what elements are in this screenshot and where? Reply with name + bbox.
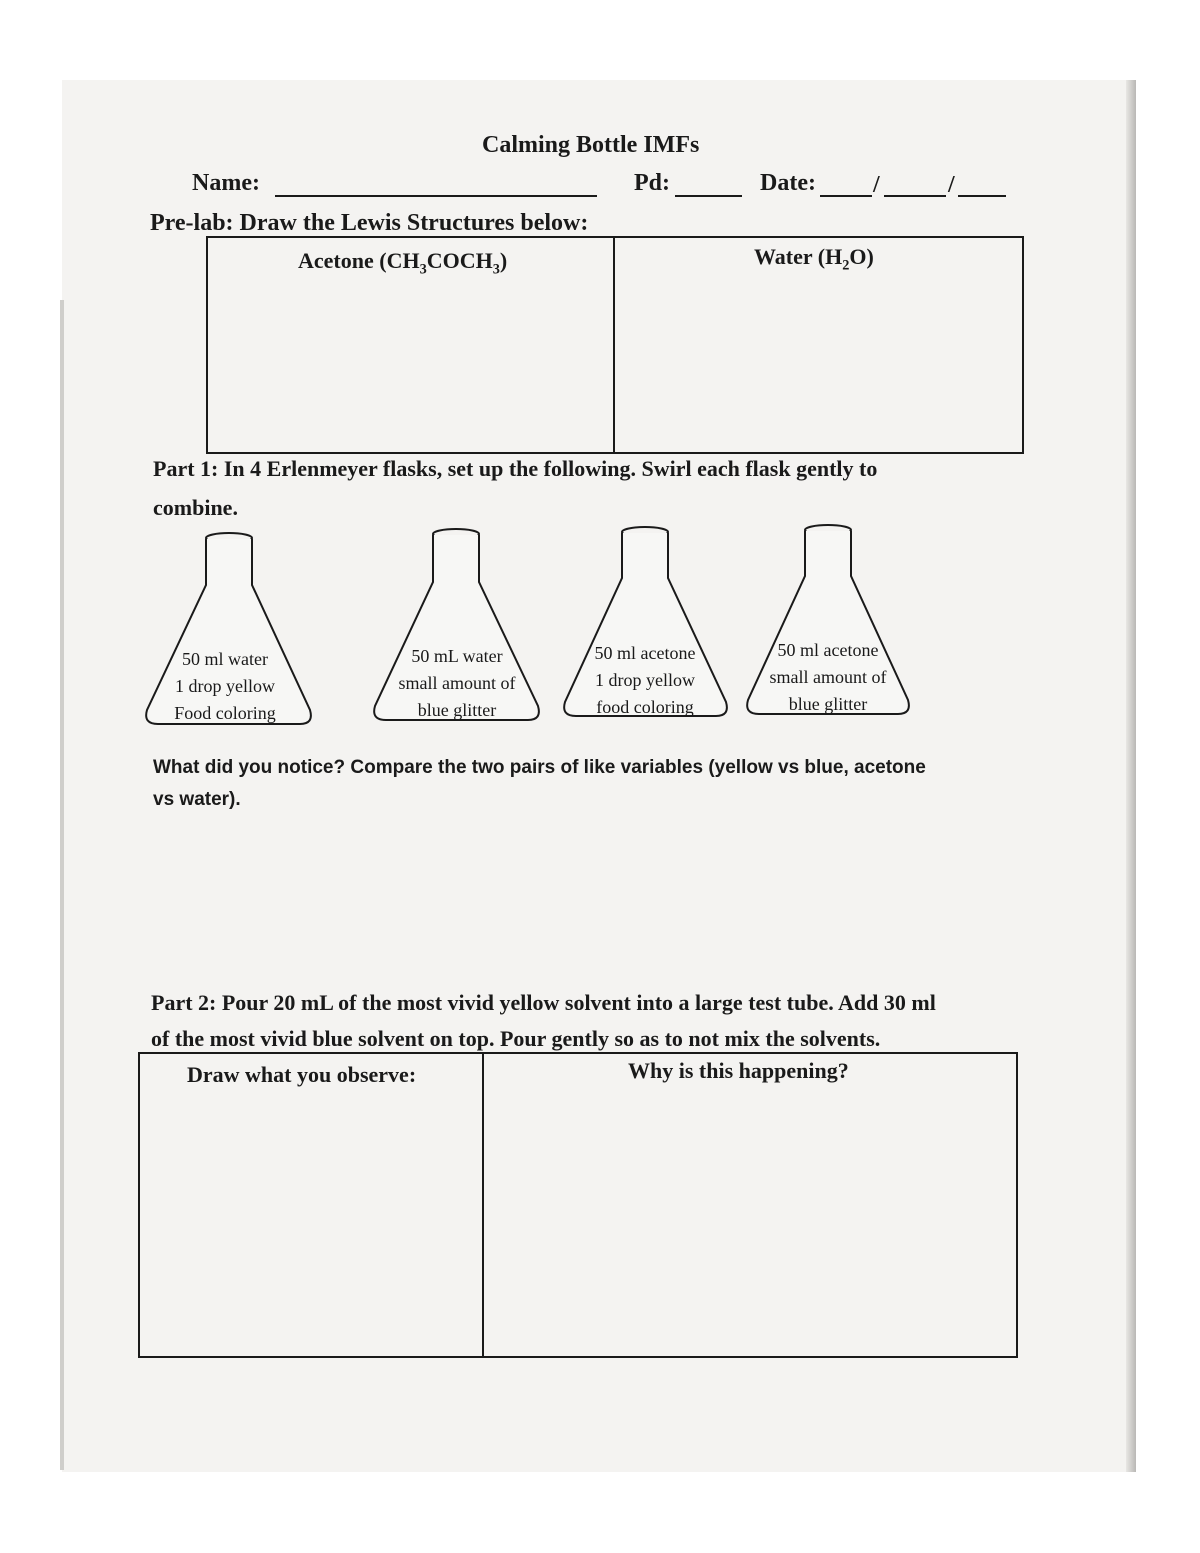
prelab-heading: Pre-lab: Draw the Lewis Structures below:: [150, 210, 589, 236]
worksheet-title: Calming Bottle IMFs: [482, 132, 700, 158]
water-drawing-area[interactable]: [618, 280, 1020, 445]
why-happening-header: Why is this happening?: [628, 1058, 849, 1083]
draw-observe-area[interactable]: [142, 1095, 478, 1353]
water-header: Water $(H_2O)$: [754, 244, 874, 274]
flask1-label: 50 ml water 1 drop yellow Food coloring: [174, 649, 276, 723]
acetone-header: Acetone $(CH_3COCH_3)$: [298, 248, 508, 278]
part1-instruction-line1: Part 1: In 4 Erlenmeyer flasks, set up the following. Swirl each flask gently to: [153, 456, 878, 481]
date-separator: /: [873, 172, 880, 198]
part2-instruction-line2: of the most vivid blue solvent on top. Pour gently so as to not mix the solvents.: [151, 1026, 881, 1051]
date-day-line[interactable]: [884, 195, 946, 197]
why-happening-area[interactable]: [488, 1095, 1014, 1353]
part1-answer-area[interactable]: [150, 820, 1020, 980]
part2-instruction-line1: Part 2: Pour 20 mL of the most vivid yellow solvent into a large test tube. Add 30 ml: [151, 990, 936, 1015]
date-separator: /: [948, 172, 955, 198]
table-divider: [482, 1053, 484, 1357]
part1-instruction-line2: combine.: [153, 495, 238, 520]
period-field-line[interactable]: [675, 195, 742, 197]
flask2-label: 50 mL water small amount of blue glitter: [398, 646, 516, 720]
flask4-label: 50 ml acetone small amount of blue glitter: [769, 640, 887, 714]
part1-question-line1: What did you notice? Compare the two pairs of like variables (yellow vs blue, acetone: [153, 757, 926, 778]
part1-question-line2: vs water).: [153, 789, 241, 810]
draw-observe-header: Draw what you observe:: [187, 1062, 417, 1087]
name-field-line[interactable]: [275, 195, 597, 197]
table-divider: [613, 237, 615, 453]
date-month-line[interactable]: [820, 195, 872, 197]
period-label: Pd:: [634, 170, 670, 196]
date-year-line[interactable]: [958, 195, 1006, 197]
name-label: Name:: [192, 170, 260, 196]
page-edge-shadow: [1126, 80, 1136, 1472]
date-label: Date:: [760, 170, 816, 196]
page-edge-left: [60, 300, 64, 1470]
flask3-label: 50 ml acetone 1 drop yellow food coloring: [594, 643, 696, 717]
acetone-drawing-area[interactable]: [210, 285, 610, 450]
